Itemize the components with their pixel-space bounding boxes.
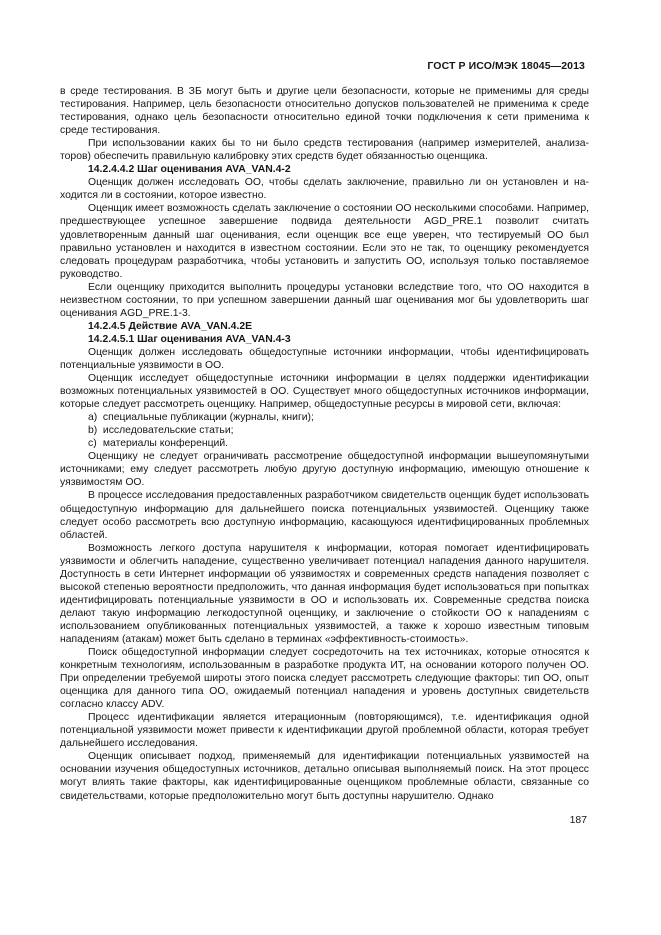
- paragraph: В процессе исследования предоставленных разработчиком свидетельств оценщик будет использовать общедоступную информацию для дальнейшего поиска потенциальных уязвимостей. Оценщику также следует особо рассмотреть всю доступную информацию, касающуюся идентифицированных проблемных областей.: [60, 490, 589, 541]
- page-body: [60, 85, 589, 803]
- paragraph: Процесс идентификации является итерационным (повторяющимся), т.е. идентификация одной потенциальной уязвимости может привести к идентификации другой проблемной области, которая требует дальнейшего исследования.: [60, 712, 589, 750]
- list-marker: c): [88, 438, 97, 450]
- paragraph: Оценщик должен исследовать общедоступные источники информации, чтобы идентифицировать потенциальные уязвимости в ОО.: [60, 346, 589, 371]
- list-item-text: исследовательские статьи;: [102, 425, 234, 437]
- list-item: [60, 437, 589, 450]
- page-number: 187: [569, 815, 587, 826]
- paragraph: Оценщик исследует общедоступные источники информации в целях поддержки идентификации возможных потенциальных уязвимостей в ОО. Существует много общедоступных источников информации, которые следует рассмотреть оценщику. Например, общедоступные ресурсы в мировой сети, включая:: [60, 373, 589, 411]
- list-item-text: материалы конференций.: [102, 438, 229, 450]
- paragraph: При использовании каких бы то ни было средств тестирования (например измерителей, анализаторов) обеспечить правильную калибровку этих средств будет обязанностью оценщика.: [60, 138, 589, 163]
- list-item: [60, 411, 589, 424]
- section-heading: 14.2.4.5 Действие AVA_VAN.4.2E: [88, 320, 253, 332]
- paragraph: Оценщик описывает подход, применяемый для идентификации потенциальных уязвимостей на основании изучения общедоступных источников, детально описывая выполняемый поиск. На этот процесс могут влиять такие факторы, как идентифицированные оценщиком проблемные области, связанные со свидетельствами, которые предположительно могут быть доступны нарушителю. Однако: [60, 751, 589, 802]
- paragraph: Оценщик должен исследовать ОО, чтобы сделать заключение, правильно ли он установлен и находится ли в состоянии, которое известно.: [60, 177, 589, 202]
- list-marker: b): [88, 425, 98, 437]
- list-item: [60, 424, 589, 437]
- paragraph: Поиск общедоступной информации следует сосредоточить на тех источниках, которые относятся к конкретным технологиям, использованным в разработке продукта ИТ, на основании которого получен ОО. При определении требуемой широты этого поиска следует рассмотреть следующие факторы: тип ОО, опыт оценщика для данного типа ОО, ожидаемый потенциал нападения и уровень доступных свидетельств согласно классу ADV.: [60, 647, 589, 711]
- list-item-text: специальные публикации (журналы, книги);: [102, 412, 314, 424]
- document-header: ГОСТ Р ИСО/МЭК 18045—2013: [427, 60, 585, 72]
- paragraph: Если оценщику приходится выполнить процедуры установки вследствие того, что ОО находится в неизвестном состоянии, то при успешном завершении данный шаг оценивания мог бы удовлетворить шаг оценивания AGD_PRE.1-3.: [60, 281, 589, 319]
- paragraph: Возможность легкого доступа нарушителя к информации, которая помогает идентифицировать уязвимости и облегчить нападение, существенно увеличивает потенциал нападения данного нарушителя. Доступность в сети Интернет информации об уязвимостях и современных средств нападения позволяет с высокой степенью вероятности предположить, что данная информация будет использоваться при попытках идентифицировать потенциальные уязвимости в ОО и использовать их. Современные средства поиска делают такую информацию легкодоступной оценщику, и заключение о стойкости ОО к нападениям с использованием опубликованных потенциальных уязвимостей, а также к хорошо известным типовым нападениям (атакам) может быть сделано в терминах «эффективность-стоимость».: [60, 542, 589, 645]
- list-marker: a): [88, 412, 98, 424]
- section-heading: 14.2.4.4.2 Шаг оценивания AVA_VAN.4-2: [88, 164, 291, 176]
- paragraph: Оценщику не следует ограничивать рассмотрение общедоступной информации вышеупомянутыми источниками; ему следует рассмотреть любую другую доступную информацию, имеющую отношение к уязвимостям ОО.: [60, 451, 589, 489]
- section-heading: 14.2.4.5.1 Шаг оценивания AVA_VAN.4-3: [88, 333, 291, 345]
- paragraph: Оценщик имеет возможность сделать заключение о состоянии ОО несколькими способами. Например, предшествующее успешное завершение подвида деятельности AGD_PRE.1 позволит считать удовлетворенным данный шаг оценивания, если оценщик все еще уверен, что тестируемый ОО был правильно установлен и находится в известном состоянии. Если это не так, то оценщику рекомендуется следовать процедурам разработчика, чтобы установить и запустить ОО, используя только поставляемое руководство.: [60, 203, 589, 280]
- paragraph-continuation: в среде тестирования. В ЗБ могут быть и другие цели безопасности, которые не применимы для среды тестирования. Например, цель безопасности относительно допусков пользователей не применима к среде тестирования, однако цель безопасности относительно единой точки подключения к сети применима к среде тестирования.: [60, 86, 589, 137]
